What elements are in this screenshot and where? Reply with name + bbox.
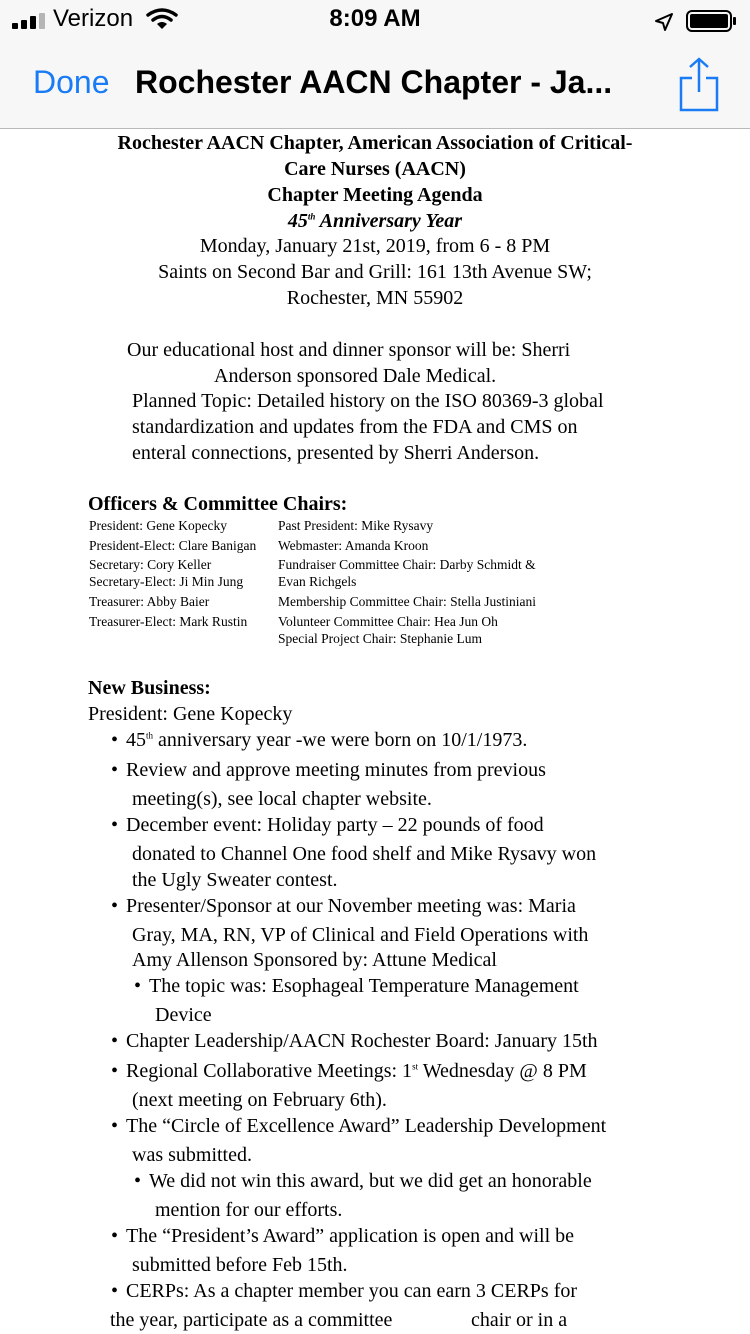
document-title: Rochester AACN Chapter - Ja... <box>135 64 613 100</box>
officer-right-item: Webmaster: Amanda Kroon <box>278 538 429 553</box>
bullet-icon: • <box>111 1060 119 1082</box>
done-button[interactable]: Done <box>33 64 110 100</box>
bullet-regional: Regional Collaborative Meetings: 1st Wednesday @ 8 PM <box>126 1060 587 1082</box>
sub-bullet-icon: • <box>134 975 142 997</box>
anniversary-line: 45th Anniversary Year <box>287 210 463 232</box>
officer-left-item: President: Gene Kopecky <box>89 518 227 533</box>
officer-right-item: Fundraiser Committee Chair: Darby Schmidt & <box>278 557 536 572</box>
topic-line1: Planned Topic: Detailed history on the ISO 80369-3 global <box>132 390 604 412</box>
venue-line: Saints on Second Bar and Grill: 161 13th Avenue SW; <box>158 261 592 283</box>
bullet-text: chair or in a <box>471 1309 568 1331</box>
org-name-line2: Care Nurses (AACN) <box>284 158 466 180</box>
location-icon <box>654 12 674 32</box>
topic-line3: enteral connections, presented by Sherri Anderson. <box>132 442 540 464</box>
battery-icon <box>686 10 738 32</box>
bullet-text: (next meeting on February 6th). <box>132 1089 387 1111</box>
sponsor-line1: Our educational host and dinner sponsor will be: Sherri <box>127 339 571 361</box>
sub-bullet-text: We did not win this award, but we did get an honorable <box>149 1170 592 1192</box>
sub-bullet-text: Device <box>155 1004 212 1026</box>
meeting-date: Monday, January 21st, 2019, from 6 - 8 PM <box>199 235 551 257</box>
share-icon <box>676 56 722 112</box>
officer-left-item: Secretary: Cory Keller <box>89 557 212 572</box>
bullet-anniversary: 45th anniversary year -we were born on 10/1/1973. <box>126 729 528 751</box>
bullet-text: the Ugly Sweater contest. <box>132 869 338 891</box>
bullet-icon: • <box>111 814 119 836</box>
bullet-icon: • <box>111 729 119 751</box>
carrier-label: Verizon <box>53 5 134 32</box>
bullet-text: submitted before Feb 15th. <box>132 1254 348 1276</box>
officers-heading: Officers & Committee Chairs: <box>88 493 348 515</box>
org-name-line1: Rochester AACN Chapter, American Association of Critical- <box>117 132 633 154</box>
officer-right-item: Volunteer Committee Chair: Hea Jun Oh <box>278 614 498 629</box>
bullet-icon: • <box>111 895 119 917</box>
bullet-text: CERPs: As a chapter member you can earn 3 CERPs for <box>126 1280 578 1302</box>
officer-left-item: Secretary-Elect: Ji Min Jung <box>89 574 244 589</box>
status-time: 8:09 AM <box>329 5 421 32</box>
officer-right-item: Past President: Mike Rysavy <box>278 518 434 533</box>
bullet-text: donated to Channel One food shelf and Mike Rysavy won <box>132 843 597 865</box>
bullet-icon: • <box>111 1030 119 1052</box>
bullet-text: December event: Holiday party – 22 pounds of food <box>126 814 544 836</box>
bullet-icon: • <box>111 759 119 781</box>
bullet-text: The “President’s Award” application is open and will be <box>126 1225 575 1247</box>
share-button[interactable] <box>676 56 722 112</box>
bullet-text: was submitted. <box>132 1144 252 1166</box>
document-viewer[interactable] <box>0 129 750 1334</box>
officer-right-item: Evan Richgels <box>278 574 357 589</box>
new-business-heading: New Business: <box>88 677 211 699</box>
bullet-text: Review and approve meeting minutes from previous <box>126 759 546 781</box>
sub-bullet-icon: • <box>134 1170 142 1192</box>
city-line: Rochester, MN 55902 <box>286 287 464 309</box>
bullet-text: Chapter Leadership/AACN Rochester Board: January 15th <box>126 1030 598 1052</box>
nav-bar <box>0 40 750 129</box>
agenda-title: Chapter Meeting Agenda <box>267 184 483 206</box>
officer-right-item: Special Project Chair: Stephanie Lum <box>278 631 482 646</box>
bullet-text: the year, participate as a committee <box>110 1309 393 1331</box>
bullet-text: Presenter/Sponsor at our November meeting was: Maria <box>126 895 576 917</box>
bullet-icon: • <box>111 1280 119 1302</box>
bullet-icon: • <box>111 1115 119 1137</box>
status-bar <box>0 0 750 40</box>
bullet-text: The “Circle of Excellence Award” Leadership Development <box>126 1115 607 1137</box>
sponsor-line2: Anderson sponsored Dale Medical. <box>214 365 497 387</box>
bullet-text: Amy Allenson Sponsored by: Attune Medical <box>132 949 497 971</box>
sub-bullet-text: The topic was: Esophageal Temperature Management <box>149 975 579 997</box>
president-line: President: Gene Kopecky <box>88 703 293 725</box>
bullet-icon: • <box>111 1225 119 1247</box>
officer-left-item: Treasurer: Abby Baier <box>89 594 210 609</box>
officer-left-item: Treasurer-Elect: Mark Rustin <box>89 614 248 629</box>
officer-left-item: President-Elect: Clare Banigan <box>89 538 257 553</box>
topic-line2: standardization and updates from the FDA and CMS on <box>132 416 578 438</box>
bullet-text: Gray, MA, RN, VP of Clinical and Field Operations with <box>132 924 589 946</box>
officer-right-item: Membership Committee Chair: Stella Justiniani <box>278 594 536 609</box>
bullet-text: meeting(s), see local chapter website. <box>132 788 432 810</box>
sub-bullet-text: mention for our efforts. <box>155 1199 343 1221</box>
